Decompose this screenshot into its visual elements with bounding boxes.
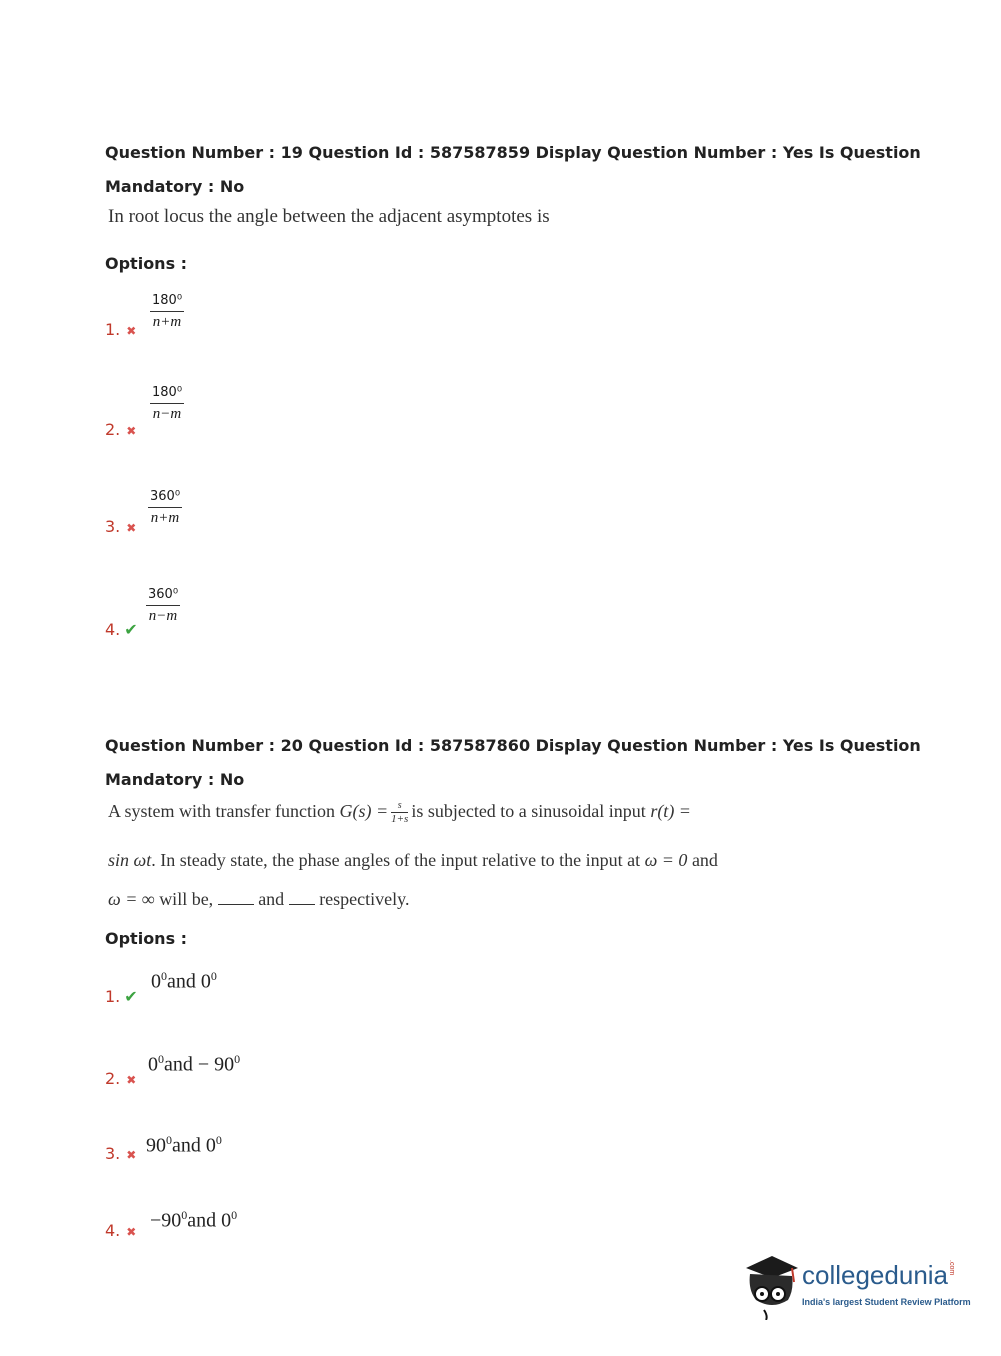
q20-question-line2: sin ωt. In steady state, the phase angles of the input relative to the input at ω = 0 and <box>108 850 718 870</box>
check-icon: ✔ <box>124 620 138 639</box>
q20-option-4-text: $-90^0and$ $0^0$ <box>150 1208 238 1232</box>
q20-option-2-text: $0^0and - 90^0$ <box>148 1052 241 1076</box>
q20-option-3-number: 3. ✖ <box>105 1144 137 1163</box>
q19-option-4-fraction: $\frac{\text{360⁰}}{n-m}$ <box>148 587 179 624</box>
answer-blank <box>289 890 315 905</box>
q20-question-line1: A system with transfer function G(s) = $\frac{s}{1+s}$ is subjected to a sinusoidal input r(t) = <box>108 800 691 825</box>
q20-header-line2: Mandatory : No <box>105 770 245 789</box>
cross-icon: ✖ <box>126 324 137 338</box>
cross-icon: ✖ <box>126 1148 137 1162</box>
q19-options-label: Options : <box>105 254 188 273</box>
q19-option-2-number: 2. ✖ <box>105 420 137 439</box>
q19-header-line2: Mandatory : No <box>105 177 245 196</box>
q19-header-line1: Question Number : 19 Question Id : 587587859 Display Question Number : Yes Is Question <box>105 143 921 162</box>
q20-option-4-number: 4. ✖ <box>105 1221 137 1240</box>
q20-option-2-number: 2. ✖ <box>105 1069 137 1088</box>
q20-option-1-text: $0^0and$ $0^0$ <box>151 969 217 993</box>
check-icon: ✔ <box>124 987 138 1006</box>
q20-option-3-text: $90^0and$ $0^0$ <box>146 1133 222 1157</box>
q19-question-text: In root locus the angle between the adjacent asymptotes is <box>108 206 550 227</box>
cross-icon: ✖ <box>126 424 137 438</box>
q19-option-4-number: 4. ✔ <box>105 620 138 639</box>
q20-options-label: Options : <box>105 929 188 948</box>
cross-icon: ✖ <box>126 521 137 535</box>
q20-header-line1: Question Number : 20 Question Id : 587587860 Display Question Number : Yes Is Question <box>105 736 921 755</box>
q19-option-3-number: 3. ✖ <box>105 517 137 536</box>
cross-icon: ✖ <box>126 1225 137 1239</box>
q19-option-3-fraction: $\frac{\text{360⁰}}{n+m}$ <box>150 489 181 526</box>
collegedunia-mascot-icon <box>742 1250 802 1320</box>
q19-option-1-number: 1. ✖ <box>105 320 137 339</box>
q20-option-1-number: 1. ✔ <box>105 987 138 1006</box>
collegedunia-tagline: India's largest Student Review Platform <box>802 1297 971 1307</box>
q19-option-2-fraction: $\frac{\text{180⁰}}{n-m}$ <box>152 385 183 422</box>
q19-option-1-fraction: $\frac{\text{180⁰}}{n+m}$ <box>152 293 183 330</box>
q20-question-line3: ω = ∞ will be, and respectively. <box>108 889 410 909</box>
cross-icon: ✖ <box>126 1073 137 1087</box>
answer-blank <box>218 890 254 905</box>
collegedunia-logo-text: collegedunia.com <box>802 1260 956 1290</box>
